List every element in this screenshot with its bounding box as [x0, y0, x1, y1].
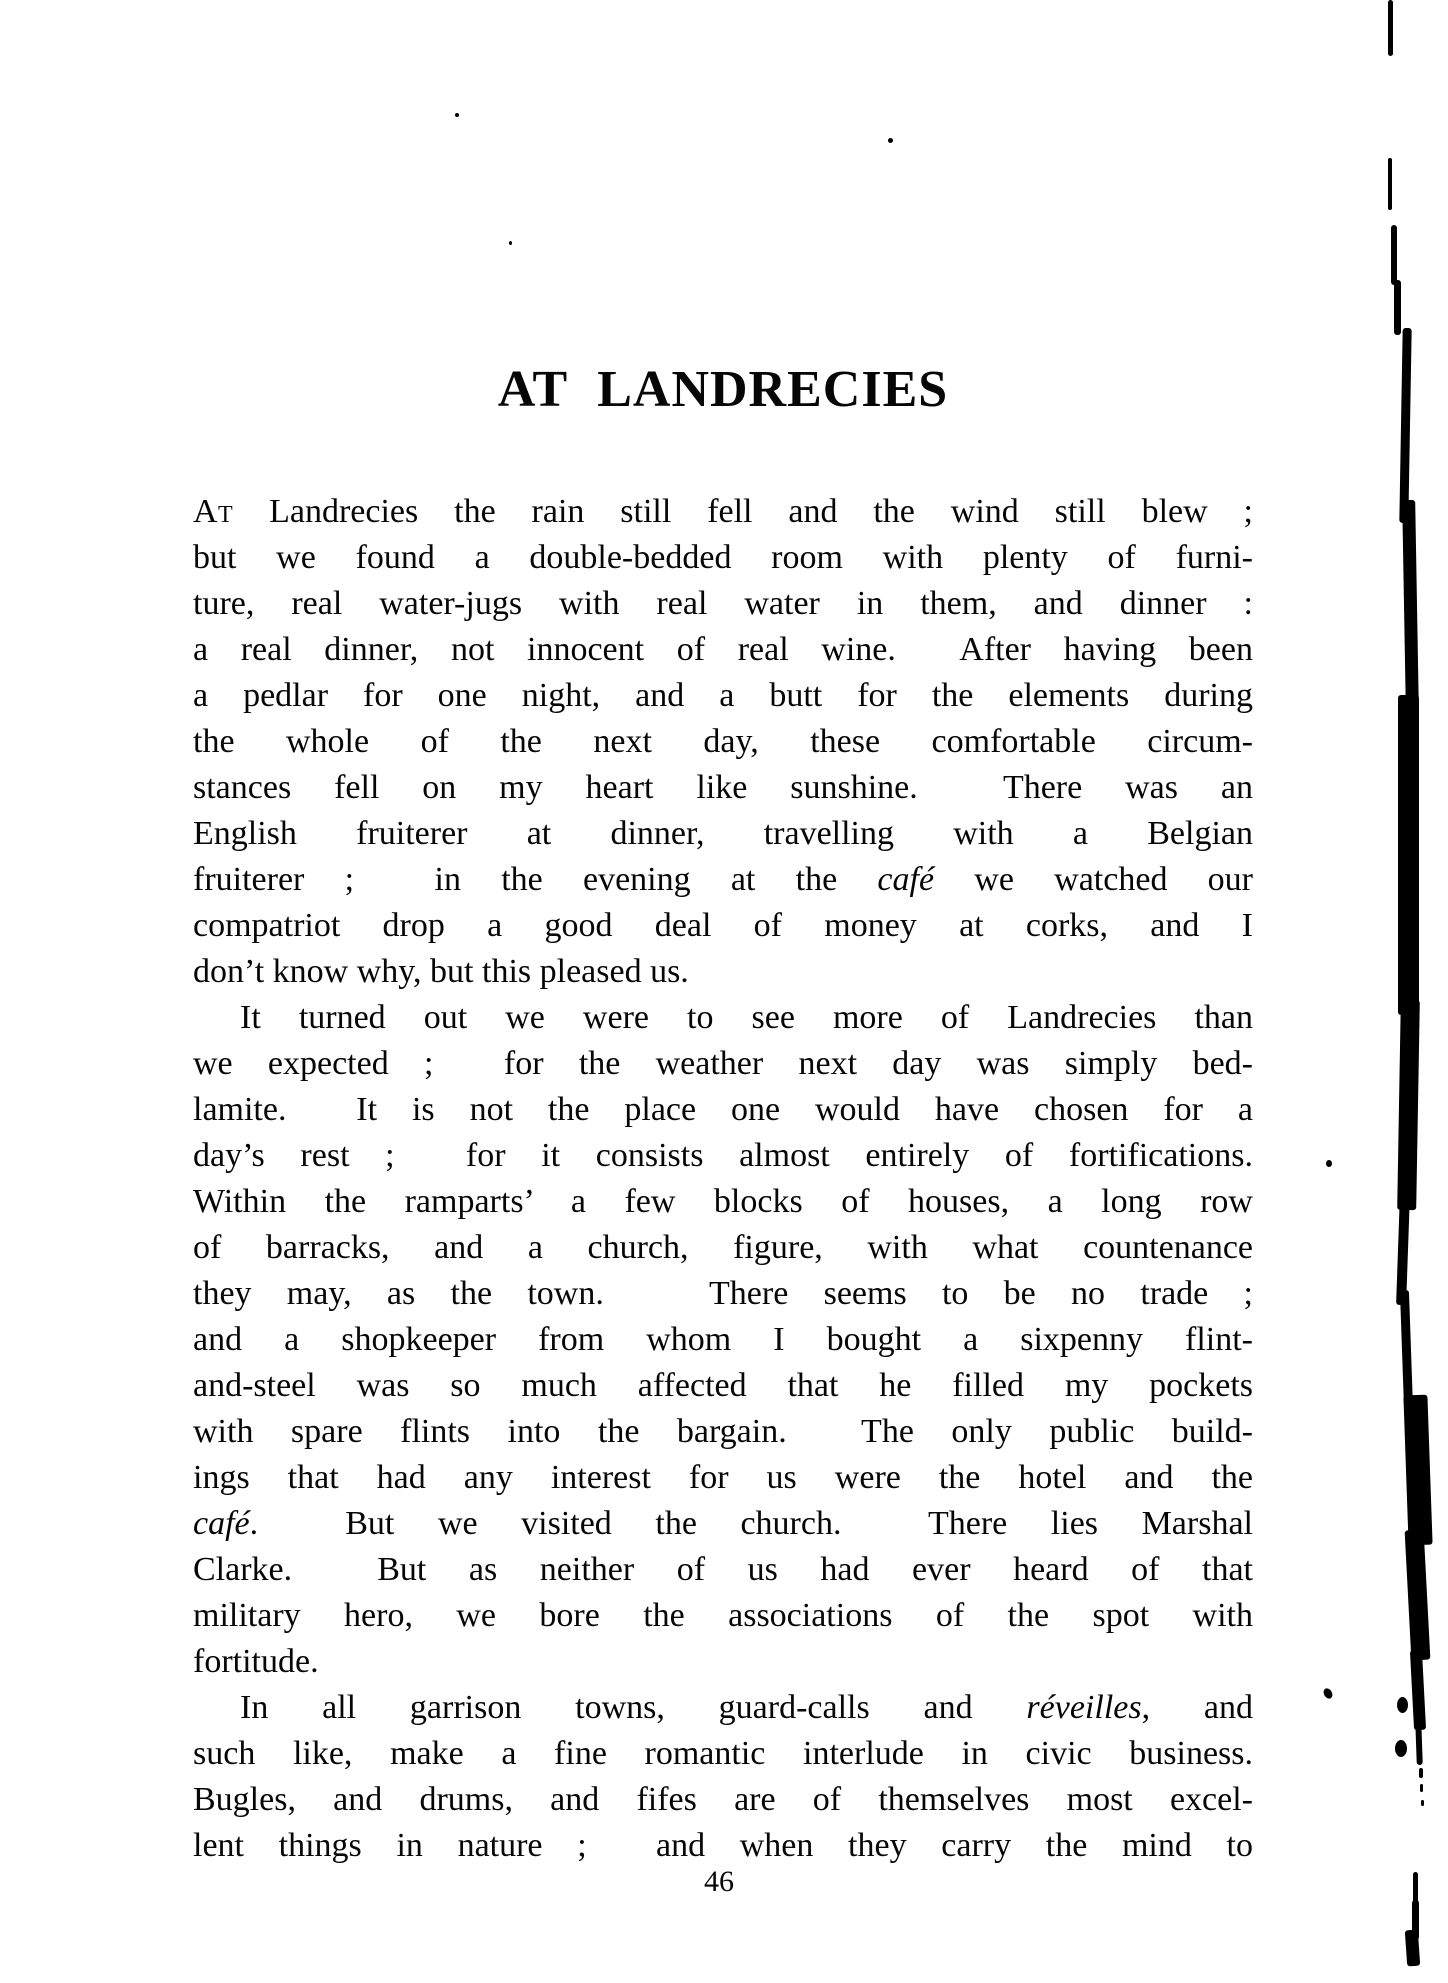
text-segment: of barracks, and a church, figure, with what countenance — [193, 1229, 1253, 1266]
text-line — [193, 1041, 1253, 1087]
text-line — [193, 1179, 1253, 1225]
text-line — [193, 1363, 1253, 1409]
ink-speck — [1395, 1740, 1407, 1757]
text-line — [193, 995, 1253, 1041]
text-line — [193, 719, 1253, 765]
text-segment: Within the ramparts’ a few blocks of houses, a long row — [193, 1183, 1253, 1220]
binding-streak — [1398, 695, 1419, 1015]
chapter-title: AT LANDRECIES — [497, 361, 949, 418]
text-line — [193, 581, 1253, 627]
text-segment: but we found a double-bedded room with plenty of furni- — [193, 539, 1253, 576]
text-segment: they may, as the town. There seems to be no trade ; — [193, 1275, 1253, 1312]
binding-mark — [1394, 280, 1401, 335]
ink-speck — [455, 113, 459, 117]
text-line — [193, 1547, 1253, 1593]
text-line — [193, 627, 1253, 673]
binding-mark — [1405, 1930, 1420, 1967]
text-segment: Bugles, and drums, and fifes are of themselves most excel- — [193, 1781, 1253, 1818]
text-line — [193, 1731, 1253, 1777]
text-segment: , and — [1141, 1689, 1253, 1726]
binding-streak — [1400, 1290, 1413, 1410]
text-line — [193, 1639, 1253, 1685]
text-segment: such like, make a fine romantic interlude in civic business. — [193, 1735, 1253, 1772]
text-line — [193, 1777, 1253, 1823]
italic-text: réveilles — [1026, 1689, 1142, 1726]
text-segment: lent things in nature ; and when they carry the mind to — [193, 1827, 1253, 1864]
text-line — [193, 903, 1253, 949]
binding-streak — [1403, 1395, 1432, 1546]
text-segment: English fruiterer at dinner, travelling with a Belgian — [193, 815, 1253, 852]
text-line — [193, 535, 1253, 581]
text-line — [193, 1501, 1253, 1547]
ink-speck — [1397, 1697, 1408, 1713]
text-line — [193, 1225, 1253, 1271]
text-segment: Landrecies the rain still fell and the wind still blew ; — [233, 493, 1253, 530]
text-segment: ings that had any interest for us were the hotel and the — [193, 1459, 1253, 1496]
binding-streak — [1405, 1530, 1431, 1661]
text-segment: and a shopkeeper from whom I bought a sixpenny flint- — [193, 1321, 1253, 1358]
smallcaps-text: At — [193, 493, 234, 530]
text-segment: fortitude. — [193, 1643, 319, 1680]
ink-speck — [888, 138, 893, 143]
text-segment: a pedlar for one night, and a butt for the elements during — [193, 677, 1253, 714]
text-segment: ture, real water-jugs with real water in them, and dinner : — [193, 585, 1253, 622]
binding-streak — [1399, 328, 1411, 523]
text-line — [193, 1823, 1253, 1869]
ink-speck — [1421, 1800, 1424, 1806]
binding-mark — [1388, 0, 1393, 56]
text-segment: the whole of the next day, these comfortable circum- — [193, 723, 1253, 760]
text-segment: a real dinner, not innocent of real wine. After having been — [193, 631, 1253, 668]
text-line — [193, 811, 1253, 857]
ink-speck — [1326, 1160, 1332, 1167]
text-segment: don’t know why, but this pleased us. — [193, 953, 689, 990]
text-line — [193, 857, 1253, 903]
page-number: 46 — [704, 1865, 734, 1898]
ink-speck — [1322, 1687, 1334, 1701]
text-line — [193, 949, 1253, 995]
binding-streak — [1410, 1650, 1426, 1731]
text-segment: stances fell on my heart like sunshine. There was an — [193, 769, 1253, 806]
text-line — [193, 673, 1253, 719]
text-line — [193, 489, 1253, 535]
italic-text: café — [877, 861, 935, 898]
text-line — [193, 1409, 1253, 1455]
binding-streak — [1397, 1000, 1420, 1210]
text-segment: lamite. It is not the place one would have chosen for a — [193, 1091, 1253, 1128]
binding-mark — [1391, 225, 1397, 285]
text-line — [193, 1455, 1253, 1501]
text-segment: we watched our — [934, 861, 1253, 898]
text-segment: with spare flints into the bargain. The only public build- — [193, 1413, 1253, 1450]
text-segment: compatriot drop a good deal of money at corks, and I — [193, 907, 1253, 944]
text-segment: fruiterer ; in the evening at the — [193, 861, 878, 898]
italic-text: café — [193, 1505, 250, 1542]
binding-streak — [1396, 1195, 1410, 1305]
text-segment: Clarke. But as neither of us had ever heard of that — [193, 1551, 1253, 1588]
text-segment: In all garrison towns, guard-calls and — [240, 1689, 1027, 1726]
ink-speck — [1420, 1784, 1423, 1792]
ink-speck — [509, 241, 512, 245]
text-line — [193, 1087, 1253, 1133]
text-segment: and-steel was so much affected that he filled my pockets — [193, 1367, 1253, 1404]
page-body — [193, 489, 1253, 1869]
text-line — [193, 1133, 1253, 1179]
text-line — [193, 765, 1253, 811]
binding-mark — [1388, 158, 1392, 210]
text-segment: we expected ; for the weather next day was simply bed- — [193, 1045, 1253, 1082]
binding-streak — [1402, 500, 1419, 710]
text-segment: military hero, we bore the associations of the spot with — [193, 1597, 1253, 1634]
text-segment: It turned out we were to see more of Landrecies than — [240, 999, 1253, 1036]
ink-speck — [1419, 1768, 1423, 1778]
text-segment: . But we visited the church. There lies Marshal — [249, 1505, 1253, 1542]
text-line — [193, 1685, 1253, 1731]
text-line — [193, 1271, 1253, 1317]
text-line — [193, 1317, 1253, 1363]
text-segment: day’s rest ; for it consists almost entirely of fortifications. — [193, 1137, 1253, 1174]
text-line — [193, 1593, 1253, 1639]
